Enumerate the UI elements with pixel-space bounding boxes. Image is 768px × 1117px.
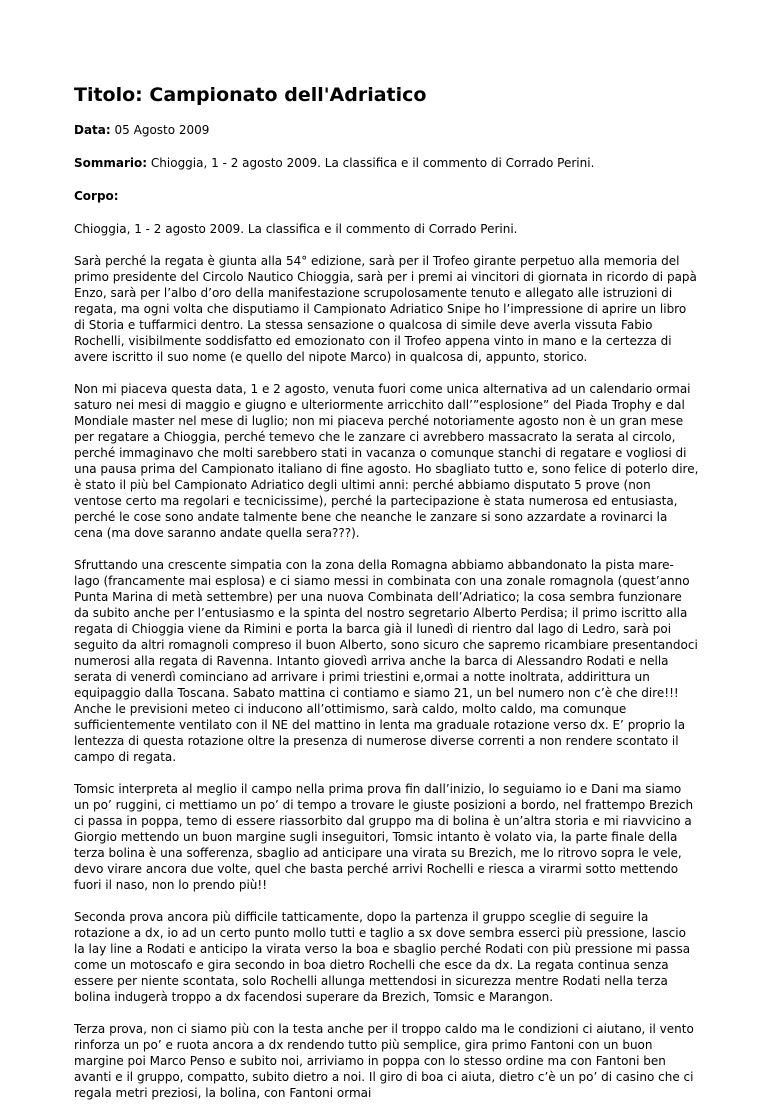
body-paragraph: Seconda prova ancora più difficile tatticamente, dopo la partenza il gruppo sceglie di seguire la rotazione a dx, io ad un certo punto mollo tutti e taglio a sx dove sembra esserci più pressione, lascio la lay line a Rodati e anticipo la virata verso la boa e sbaglio perché Rodati con più pressione mi passa come un motoscafo e gira secondo in boa dietro Rochelli che esce da dx. La regata continua senza essere per niente scontata, solo Rochelli allunga mettendosi in sicurezza mentre Rodati nella terza bolina indugerà troppo a dx facendosi superare da Brezich, Tomsic e Marangon.: [74, 910, 691, 1004]
body-paragraph: Sarà perché la regata è giunta alla 54° edizione, sarà per il Trofeo girante perpetuo alla memoria del primo presidente del Circolo Nautico Chioggia, sarà per i premi ai vincitori di giornata in ricordo di papà Enzo, sarà per l’albo d’oro della manifestazione scrupolosamente tenuto e allegato alle istruzioni di regata, ma ogni volta che disputiamo il Campionato Adriatico Snipe ho l’impressione di aprire un libro di Storia e tuffarmici dentro. La stessa sensazione o qualcosa di simile deve averla vissuta Fabio Rochelli, visibilmente soddisfatto ed emozionato con il Trofeo appena vinto in mano e la certezza di avere iscritto il suo nome (e quello del nipote Marco) in qualcosa di, appunto, storico.: [74, 254, 697, 364]
body-paragraph: Terza prova, non ci siamo più con la testa anche per il troppo caldo ma le condizioni ci aiutano, il vento rinforza un po’ e ruota ancora a dx rendendo tutto più semplice, gira primo Fantoni con un buon margine poi Marco Penso e subito noi, arriviamo in poppa con lo stesso ordine ma con Fantoni ben avanti e il gruppo, compatto, subito dietro a noi. Il giro di boa ci aiuta, dietro c’è un po’ di casino che ci regala metri preziosi, la bolina, con Fantoni ormai: [74, 1022, 694, 1100]
body-paragraph: Chioggia, 1 - 2 agosto 2009. La classifica e il commento di Corrado Perini.: [74, 222, 518, 236]
body-paragraph: Sfruttando una crescente simpatia con la zona della Romagna abbiamo abbandonato la pista mare-lago (francamente mai esplosa) e ci siamo messi in combinata con una zonale romagnola (quest’anno Punta Marina di metà settembre) per una nuova Combinata dell’Adriatico; la cosa sembra funzionare da subito anche per l’entusiasmo e la spinta del nostro segretario Alberto Perdisa; il primo iscritto alla regata di Chioggia viene da Rimini e porta la barca già il lunedì di rientro dal lago di Ledro, sarà poi seguito da altri romagnoli compreso il buon Alberto, sono sicuro che sapremo ricambiare presentandoci numerosi alla regata di Ravenna. Intanto giovedì arriva anche la barca di Alessandro Rodati e nella serata di venerdì cominciano ad arrivare i primi triestini e,ormai a notte inoltrata, addirittura un equipaggio dalla Toscana. Sabato mattina ci contiamo e siamo 21, un bel numero non c’è che dire!!! Anche le previsioni meteo ci inducono all’ottimismo, sarà caldo, molto caldo, ma comunque sufficientemente ventilato con il NE del mattino in lenta ma graduale rotazione verso dx. E’ proprio la lentezza di questa rotazione oltre la presenza di numerose diverse correnti a non rendere scontato il campo di regata.: [74, 558, 698, 764]
date-field: [74, 122, 699, 138]
body-paragraph: Non mi piaceva questa data, 1 e 2 agosto, venuta fuori come unica alternativa ad un calendario ormai saturo nei mesi di maggio e giugno e ulteriormente arricchito dall’”esplosione” del Piada Trophy e dal Mondiale master nel mese di luglio; non mi piaceva perché notoriamente agosto non è un gran mese per regatare a Chioggia, perché temevo che le zanzare ci avrebbero massacrato la serata al circolo, perché immaginavo che molti sarebbero stati in vacanza o comunque stanchi di regatare e vogliosi di una pausa prima del Campionato italiano di fine agosto. Ho sbagliato tutto e, sono felice di poterlo dire, è stato il più bel Campionato Adriatico degli ultimi anni: perché abbiamo disputato 5 prove (non ventose certo ma regolari e tecnicissime), perché la partecipazione è stata numerosa ed entusiasta, perché le cose sono andate talmente bene che neanche le zanzare si sono azzardate a rovinarci la cena (ma dove saranno andate quella sera???).: [74, 382, 699, 540]
body-paragraph: Tomsic interpreta al meglio il campo nella prima prova fin dall’inizio, lo seguiamo io e Dani ma siamo un po’ ruggini, ci mettiamo un po’ di tempo a trovare le giuste posizioni a bordo, nel frattempo Brezich ci passa in poppa, temo di essere riassorbito dal gruppo ma di bolina è un’altra storia e mi riavvicino a Giorgio mettendo un buon margine sugli inseguitori, Tomsic intanto è volato via, la parte finale della terza bolina è una sofferenza, sbaglio ad anticipare una virata su Brezich, me lo ritrovo sopra le vele, devo virare ancora due volte, quel che basta perché arrivi Rochelli e riesca a virarmi sotto mettendo fuori il naso, non lo prendo più!!: [74, 782, 694, 892]
document-title: Titolo: Campionato dell'Adriatico: [74, 84, 427, 106]
body-text: [74, 221, 699, 1101]
summary-field: [74, 155, 699, 171]
date-label: Data:: [74, 123, 111, 137]
date-value: 05 Agosto 2009: [114, 123, 210, 137]
summary-label: Sommario:: [74, 156, 148, 170]
body-label: Corpo:: [74, 189, 119, 203]
document-page: [74, 82, 699, 1117]
body-field: [74, 188, 699, 204]
summary-value: Chioggia, 1 - 2 agosto 2009. La classifica e il commento di Corrado Perini.: [150, 156, 595, 170]
